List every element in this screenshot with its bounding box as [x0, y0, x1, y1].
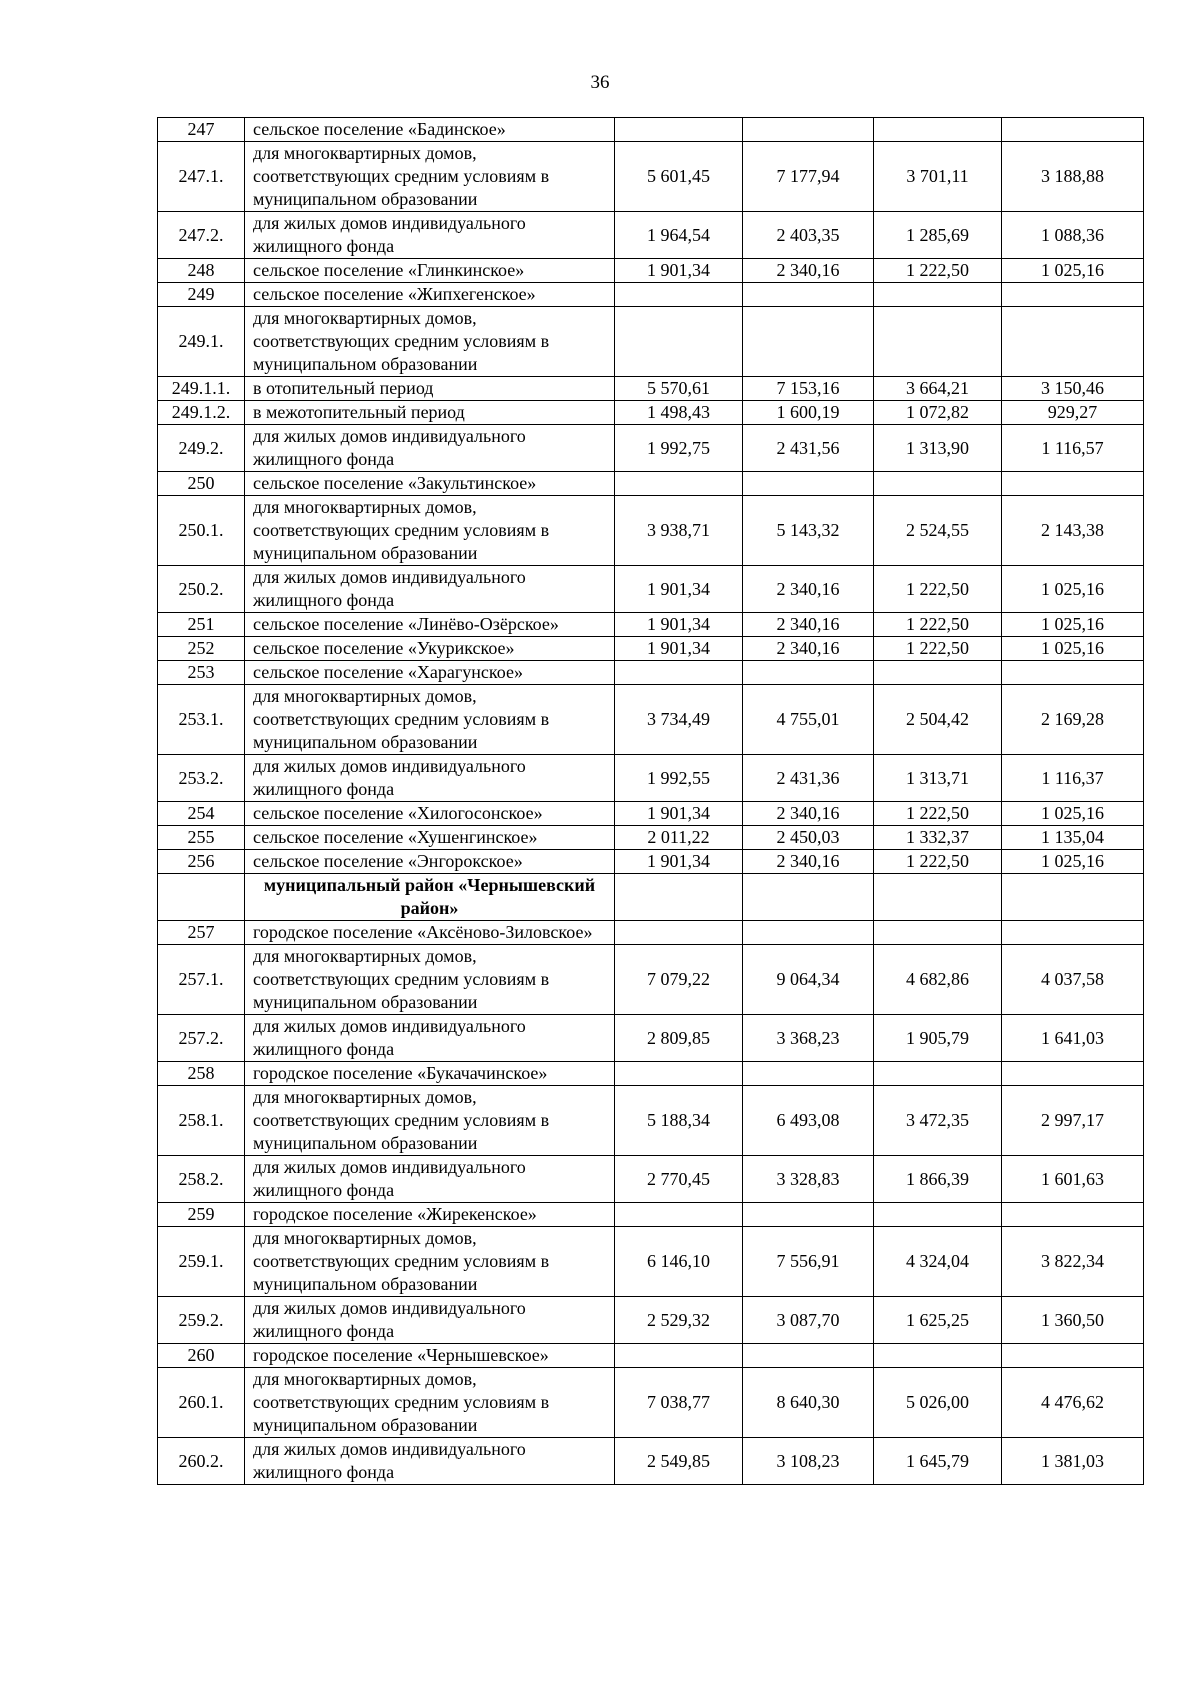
value-cell-4: 1 381,03	[1002, 1438, 1144, 1485]
row-description: сельское поселение «Харагунское»	[245, 661, 615, 685]
value-cell-4	[1002, 874, 1144, 921]
value-cell-4: 1 025,16	[1002, 259, 1144, 283]
row-number: 258.1.	[158, 1086, 245, 1156]
value-cell-3: 2 504,42	[874, 685, 1002, 755]
value-cell-3: 2 524,55	[874, 496, 1002, 566]
value-cell-4: 2 169,28	[1002, 685, 1144, 755]
table-row	[158, 1156, 1144, 1203]
table-row	[158, 1368, 1144, 1438]
value-cell-1: 1 964,54	[615, 212, 743, 259]
value-cell-2: 4 755,01	[743, 685, 874, 755]
value-cell-1: 6 146,10	[615, 1227, 743, 1297]
row-number: 260	[158, 1344, 245, 1368]
value-cell-4: 1 601,63	[1002, 1156, 1144, 1203]
row-description: для жилых домов индивидуального жилищного фонда	[245, 1438, 615, 1485]
row-number: 259	[158, 1203, 245, 1227]
row-number: 257.2.	[158, 1015, 245, 1062]
row-number: 250.2.	[158, 566, 245, 613]
value-cell-3	[874, 307, 1002, 377]
row-number: 249.1.1.	[158, 377, 245, 401]
value-cell-3: 1 625,25	[874, 1297, 1002, 1344]
value-cell-3: 1 222,50	[874, 637, 1002, 661]
value-cell-2: 6 493,08	[743, 1086, 874, 1156]
value-cell-3: 1 866,39	[874, 1156, 1002, 1203]
value-cell-1	[615, 874, 743, 921]
value-cell-4: 1 025,16	[1002, 637, 1144, 661]
row-description: сельское поселение «Укурикское»	[245, 637, 615, 661]
row-description: для многоквартирных домов, соответствующих средним условиям в муниципальном образовании	[245, 307, 615, 377]
value-cell-4	[1002, 472, 1144, 496]
row-description: для жилых домов индивидуального жилищного фонда	[245, 755, 615, 802]
row-description: городское поселение «Букачачинское»	[245, 1062, 615, 1086]
value-cell-3: 1 645,79	[874, 1438, 1002, 1485]
table-row	[158, 496, 1144, 566]
value-cell-3	[874, 661, 1002, 685]
value-cell-4: 1 360,50	[1002, 1297, 1144, 1344]
table-row	[158, 259, 1144, 283]
value-cell-2: 2 450,03	[743, 826, 874, 850]
section-heading-row	[158, 874, 1144, 921]
table-row	[158, 472, 1144, 496]
value-cell-2	[743, 661, 874, 685]
value-cell-2: 2 340,16	[743, 566, 874, 613]
table-row	[158, 401, 1144, 425]
page-number: 36	[590, 72, 610, 93]
table-row	[158, 921, 1144, 945]
value-cell-4	[1002, 1203, 1144, 1227]
value-cell-1	[615, 472, 743, 496]
table-row	[158, 755, 1144, 802]
value-cell-2: 2 431,36	[743, 755, 874, 802]
row-number: 258.2.	[158, 1156, 245, 1203]
row-description: для многоквартирных домов, соответствующих средним условиям в муниципальном образовании	[245, 945, 615, 1015]
value-cell-3	[874, 472, 1002, 496]
row-description: в отопительный период	[245, 377, 615, 401]
value-cell-4: 1 641,03	[1002, 1015, 1144, 1062]
value-cell-2: 2 403,35	[743, 212, 874, 259]
row-description: сельское поселение «Закультинское»	[245, 472, 615, 496]
value-cell-4: 3 188,88	[1002, 142, 1144, 212]
value-cell-3: 1 222,50	[874, 259, 1002, 283]
value-cell-2: 3 328,83	[743, 1156, 874, 1203]
row-description: сельское поселение «Глинкинское»	[245, 259, 615, 283]
value-cell-3	[874, 1062, 1002, 1086]
value-cell-1: 1 992,55	[615, 755, 743, 802]
row-description: сельское поселение «Линёво-Озёрское»	[245, 613, 615, 637]
value-cell-3: 1 222,50	[874, 566, 1002, 613]
table-row	[158, 212, 1144, 259]
row-description: для многоквартирных домов, соответствующих средним условиям в муниципальном образовании	[245, 685, 615, 755]
value-cell-3: 3 701,11	[874, 142, 1002, 212]
row-number: 259.2.	[158, 1297, 245, 1344]
value-cell-1: 1 992,75	[615, 425, 743, 472]
value-cell-2	[743, 921, 874, 945]
value-cell-2: 7 556,91	[743, 1227, 874, 1297]
row-number: 260.1.	[158, 1368, 245, 1438]
value-cell-3: 1 285,69	[874, 212, 1002, 259]
value-cell-1: 2 770,45	[615, 1156, 743, 1203]
value-cell-4: 2 997,17	[1002, 1086, 1144, 1156]
row-description: сельское поселение «Бадинское»	[245, 118, 615, 142]
value-cell-1	[615, 1062, 743, 1086]
row-description: городское поселение «Аксёново-Зиловское»	[245, 921, 615, 945]
table-row	[158, 142, 1144, 212]
value-cell-4	[1002, 1062, 1144, 1086]
value-cell-3: 4 682,86	[874, 945, 1002, 1015]
row-number: 249.2.	[158, 425, 245, 472]
row-number: 253	[158, 661, 245, 685]
row-description: сельское поселение «Энгорокское»	[245, 850, 615, 874]
value-cell-4: 3 822,34	[1002, 1227, 1144, 1297]
table-row	[158, 1438, 1144, 1485]
value-cell-4: 1 025,16	[1002, 566, 1144, 613]
value-cell-4: 1 025,16	[1002, 613, 1144, 637]
value-cell-3: 1 313,71	[874, 755, 1002, 802]
table-row	[158, 1227, 1144, 1297]
row-description: сельское поселение «Хушенгинское»	[245, 826, 615, 850]
row-number: 260.2.	[158, 1438, 245, 1485]
table-row	[158, 1297, 1144, 1344]
value-cell-4	[1002, 307, 1144, 377]
value-cell-3: 4 324,04	[874, 1227, 1002, 1297]
row-number: 254	[158, 802, 245, 826]
row-number: 253.2.	[158, 755, 245, 802]
value-cell-1	[615, 1203, 743, 1227]
row-description: для жилых домов индивидуального жилищного фонда	[245, 1015, 615, 1062]
row-description: сельское поселение «Жипхегенское»	[245, 283, 615, 307]
row-number: 247	[158, 118, 245, 142]
value-cell-4: 1 025,16	[1002, 802, 1144, 826]
value-cell-3	[874, 118, 1002, 142]
value-cell-1: 1 901,34	[615, 566, 743, 613]
section-heading: муниципальный район «Чернышевский район»	[245, 874, 615, 921]
row-number: 253.1.	[158, 685, 245, 755]
value-cell-3: 1 222,50	[874, 613, 1002, 637]
value-cell-4: 1 135,04	[1002, 826, 1144, 850]
table-row	[158, 118, 1144, 142]
row-number: 249.1.	[158, 307, 245, 377]
value-cell-1	[615, 118, 743, 142]
row-description: для жилых домов индивидуального жилищного фонда	[245, 566, 615, 613]
table-row	[158, 613, 1144, 637]
value-cell-2: 3 368,23	[743, 1015, 874, 1062]
value-cell-4: 1 025,16	[1002, 850, 1144, 874]
row-number: 256	[158, 850, 245, 874]
value-cell-2	[743, 874, 874, 921]
row-description: для многоквартирных домов, соответствующих средним условиям в муниципальном образовании	[245, 1368, 615, 1438]
value-cell-4: 929,27	[1002, 401, 1144, 425]
value-cell-1: 1 901,34	[615, 637, 743, 661]
row-description: для жилых домов индивидуального жилищного фонда	[245, 212, 615, 259]
value-cell-2: 3 108,23	[743, 1438, 874, 1485]
table-row	[158, 1086, 1144, 1156]
row-description: городское поселение «Чернышевское»	[245, 1344, 615, 1368]
table-row	[158, 425, 1144, 472]
value-cell-2: 2 340,16	[743, 637, 874, 661]
value-cell-2: 2 340,16	[743, 613, 874, 637]
value-cell-4	[1002, 283, 1144, 307]
row-number: 257	[158, 921, 245, 945]
value-cell-1: 1 901,34	[615, 613, 743, 637]
value-cell-4: 1 088,36	[1002, 212, 1144, 259]
value-cell-2: 2 431,56	[743, 425, 874, 472]
row-number: 247.2.	[158, 212, 245, 259]
value-cell-3: 1 332,37	[874, 826, 1002, 850]
value-cell-1: 1 498,43	[615, 401, 743, 425]
value-cell-1: 3 938,71	[615, 496, 743, 566]
row-number: 252	[158, 637, 245, 661]
row-number: 249	[158, 283, 245, 307]
value-cell-2: 7 153,16	[743, 377, 874, 401]
table-body	[158, 118, 1144, 1485]
value-cell-1	[615, 283, 743, 307]
value-cell-3	[874, 874, 1002, 921]
row-description: для жилых домов индивидуального жилищного фонда	[245, 425, 615, 472]
value-cell-1: 2 011,22	[615, 826, 743, 850]
table-row	[158, 307, 1144, 377]
row-number: 250.1.	[158, 496, 245, 566]
tariff-table	[157, 117, 1144, 1485]
value-cell-1: 5 188,34	[615, 1086, 743, 1156]
value-cell-3: 5 026,00	[874, 1368, 1002, 1438]
value-cell-4	[1002, 921, 1144, 945]
value-cell-2: 1 600,19	[743, 401, 874, 425]
value-cell-2	[743, 1062, 874, 1086]
value-cell-3: 1 905,79	[874, 1015, 1002, 1062]
table-row	[158, 1015, 1144, 1062]
table-row	[158, 1062, 1144, 1086]
row-description: для жилых домов индивидуального жилищного фонда	[245, 1156, 615, 1203]
value-cell-4: 3 150,46	[1002, 377, 1144, 401]
row-number: 247.1.	[158, 142, 245, 212]
table-row	[158, 1344, 1144, 1368]
value-cell-3: 1 222,50	[874, 802, 1002, 826]
value-cell-2: 2 340,16	[743, 850, 874, 874]
value-cell-2	[743, 283, 874, 307]
value-cell-1: 1 901,34	[615, 802, 743, 826]
row-description: городское поселение «Жирекенское»	[245, 1203, 615, 1227]
value-cell-2	[743, 1203, 874, 1227]
row-description: для жилых домов индивидуального жилищного фонда	[245, 1297, 615, 1344]
value-cell-2: 8 640,30	[743, 1368, 874, 1438]
value-cell-1: 3 734,49	[615, 685, 743, 755]
value-cell-3: 3 472,35	[874, 1086, 1002, 1156]
table-row	[158, 377, 1144, 401]
value-cell-2	[743, 472, 874, 496]
value-cell-4: 1 116,37	[1002, 755, 1144, 802]
row-description: для многоквартирных домов, соответствующих средним условиям в муниципальном образовании	[245, 1086, 615, 1156]
row-number: 257.1.	[158, 945, 245, 1015]
table-row	[158, 283, 1144, 307]
value-cell-2: 9 064,34	[743, 945, 874, 1015]
value-cell-1: 2 549,85	[615, 1438, 743, 1485]
value-cell-1: 2 529,32	[615, 1297, 743, 1344]
row-description: для многоквартирных домов, соответствующих средним условиям в муниципальном образовании	[245, 496, 615, 566]
value-cell-2: 2 340,16	[743, 259, 874, 283]
value-cell-2: 2 340,16	[743, 802, 874, 826]
value-cell-2	[743, 1344, 874, 1368]
table-row	[158, 945, 1144, 1015]
value-cell-1: 1 901,34	[615, 850, 743, 874]
value-cell-3	[874, 1203, 1002, 1227]
value-cell-2: 7 177,94	[743, 142, 874, 212]
value-cell-1: 7 038,77	[615, 1368, 743, 1438]
table-row	[158, 566, 1144, 613]
row-number: 251	[158, 613, 245, 637]
value-cell-4	[1002, 661, 1144, 685]
value-cell-1	[615, 307, 743, 377]
value-cell-3: 1 313,90	[874, 425, 1002, 472]
value-cell-1: 2 809,85	[615, 1015, 743, 1062]
row-description: для многоквартирных домов, соответствующих средним условиям в муниципальном образовании	[245, 142, 615, 212]
value-cell-1: 5 601,45	[615, 142, 743, 212]
value-cell-2	[743, 307, 874, 377]
value-cell-3: 1 072,82	[874, 401, 1002, 425]
value-cell-1	[615, 1344, 743, 1368]
value-cell-4: 2 143,38	[1002, 496, 1144, 566]
table-row	[158, 637, 1144, 661]
row-number: 259.1.	[158, 1227, 245, 1297]
value-cell-1	[615, 661, 743, 685]
value-cell-2: 5 143,32	[743, 496, 874, 566]
value-cell-1	[615, 921, 743, 945]
value-cell-1: 1 901,34	[615, 259, 743, 283]
value-cell-4: 1 116,57	[1002, 425, 1144, 472]
value-cell-4: 4 037,58	[1002, 945, 1144, 1015]
row-number: 248	[158, 259, 245, 283]
row-number: 258	[158, 1062, 245, 1086]
row-description: в межотопительный период	[245, 401, 615, 425]
value-cell-3: 1 222,50	[874, 850, 1002, 874]
value-cell-3: 3 664,21	[874, 377, 1002, 401]
value-cell-3	[874, 1344, 1002, 1368]
value-cell-4	[1002, 1344, 1144, 1368]
row-description: для многоквартирных домов, соответствующих средним условиям в муниципальном образовании	[245, 1227, 615, 1297]
value-cell-3	[874, 921, 1002, 945]
table-row	[158, 1203, 1144, 1227]
row-number	[158, 874, 245, 921]
value-cell-2: 3 087,70	[743, 1297, 874, 1344]
row-number: 250	[158, 472, 245, 496]
value-cell-1: 7 079,22	[615, 945, 743, 1015]
table-row	[158, 826, 1144, 850]
value-cell-4: 4 476,62	[1002, 1368, 1144, 1438]
table-row	[158, 661, 1144, 685]
table-row	[158, 802, 1144, 826]
value-cell-2	[743, 118, 874, 142]
table-row	[158, 850, 1144, 874]
row-number: 255	[158, 826, 245, 850]
value-cell-3	[874, 283, 1002, 307]
value-cell-1: 5 570,61	[615, 377, 743, 401]
table-row	[158, 685, 1144, 755]
row-description: сельское поселение «Хилогосонское»	[245, 802, 615, 826]
row-number: 249.1.2.	[158, 401, 245, 425]
value-cell-4	[1002, 118, 1144, 142]
